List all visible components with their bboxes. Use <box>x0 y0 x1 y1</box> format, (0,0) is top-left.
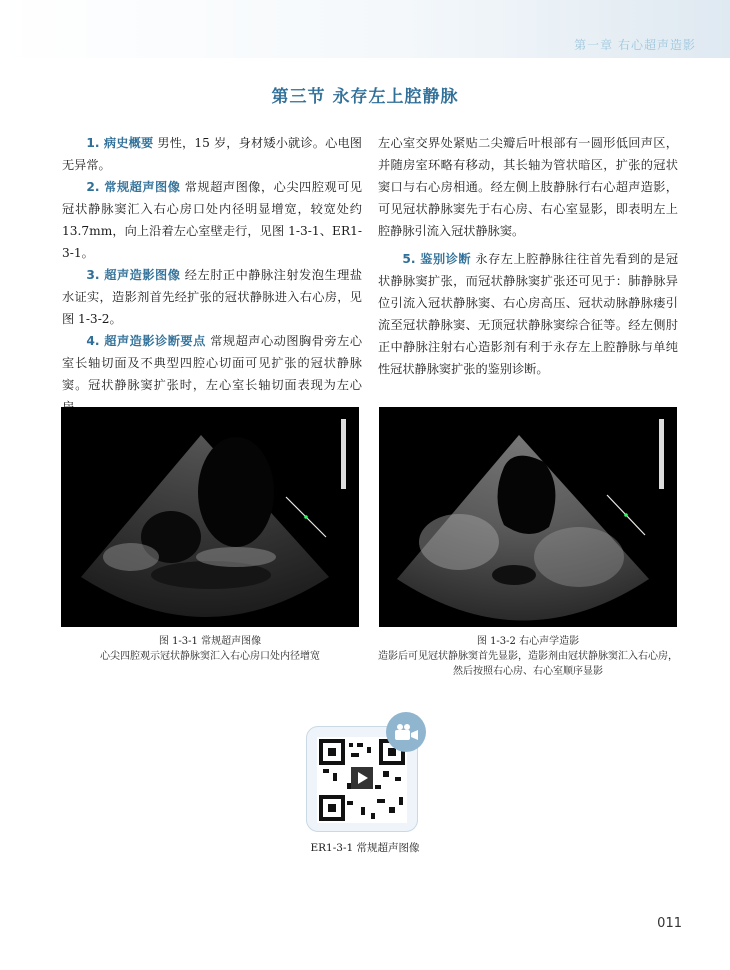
paragraph-differential <box>378 248 678 380</box>
conventional-text: 常规超声图像，心尖四腔观可见冠状静脉窦汇入右心房口处内径明显增宽，较宽处约 13.7mm，向上沿着左心室壁走行，见图 1-3-1、ER1-3-1。 <box>62 180 363 260</box>
figure-1-label: 图 1-3-1 常规超声图像 <box>158 636 262 647</box>
page-number: 011 <box>657 916 682 931</box>
paragraph-diagnosis-points-continued: 左心室交界处紧贴二尖瓣后叶根部有一圆形低回声区，并随房室环略有移动，其长轴为管状暗区，扩张的冠状窦口与右心房相通。经左侧上肢静脉行右心超声造影，可见冠状静脉窦先于右心房、右心室显影，即表明左上腔静脉引流入冠状静脉窦。 <box>378 136 678 238</box>
paragraph-diagnosis-points <box>62 330 362 418</box>
conventional-heading: 2. 常规超声图像 <box>86 180 181 194</box>
differential-heading: 5. 鉴别诊断 <box>402 252 472 266</box>
contrast-heading: 3. 超声造影图像 <box>86 268 181 282</box>
section-title: 第三节 永存左上腔静脉 <box>271 87 459 107</box>
running-head: 第一章 右心超声造影 <box>574 38 696 52</box>
figure-1-description: 心尖四腔观示冠状静脉窦汇入右心房口处内径增宽 <box>100 651 320 662</box>
differential-text: 永存左上腔静脉往往首先看到的是冠状静脉窦扩张，而冠状静脉窦扩张还可见于：肺静脉异位引流入冠状静脉窦、右心房高压、冠状动脉静脉瘘引流至冠状静脉窦、无顶冠状静脉窦综合征等。经左侧肘正中静脉注射右心造影剂有利于永存左上腔静脉与单纯性冠状静脉窦扩张的鉴别诊断。 <box>378 252 679 376</box>
paragraph-history <box>62 132 362 176</box>
contrast-text: 经左肘正中静脉注射发泡生理盐水证实，造影剂首先经扩张的冠状静脉进入右心房，见图 1-3-2。 <box>62 268 363 326</box>
video-caption: ER1-3-1 常规超声图像 <box>310 842 420 854</box>
paragraph-contrast <box>62 264 362 330</box>
diagnosis-points-heading: 4. 超声造影诊断要点 <box>86 334 206 348</box>
diagnosis-points-text: 常规超声心动图胸骨旁左心室长轴切面及不典型四腔心切面可见扩张的冠状静脉窦。冠状静脉窦扩张时，左心室长轴切面表现为左心 <box>62 334 363 392</box>
qr-code[interactable] <box>317 737 407 823</box>
left-column <box>62 132 362 418</box>
figure-1-caption <box>61 634 359 664</box>
figure-2-caption <box>372 634 684 679</box>
video-camera-icon <box>386 712 426 752</box>
figure-2-description-line2: 然后按照右心房、右心室顺序显影 <box>453 666 603 677</box>
paragraph-conventional <box>62 176 362 264</box>
figure-2-description-line1: 造影后可见冠状静脉窦首先显影，造影剂由冠状静脉窦汇入右心房， <box>378 651 678 662</box>
echo-image-contrast <box>379 407 677 627</box>
echo-image-conventional <box>61 407 359 627</box>
right-column <box>378 132 678 380</box>
history-heading: 1. 病史概要 <box>86 136 154 150</box>
figure-2-label: 图 1-3-2 右心声学造影 <box>476 636 580 647</box>
history-text: 男性，15 岁，身材矮小就诊。心电图无异常。 <box>62 136 362 172</box>
